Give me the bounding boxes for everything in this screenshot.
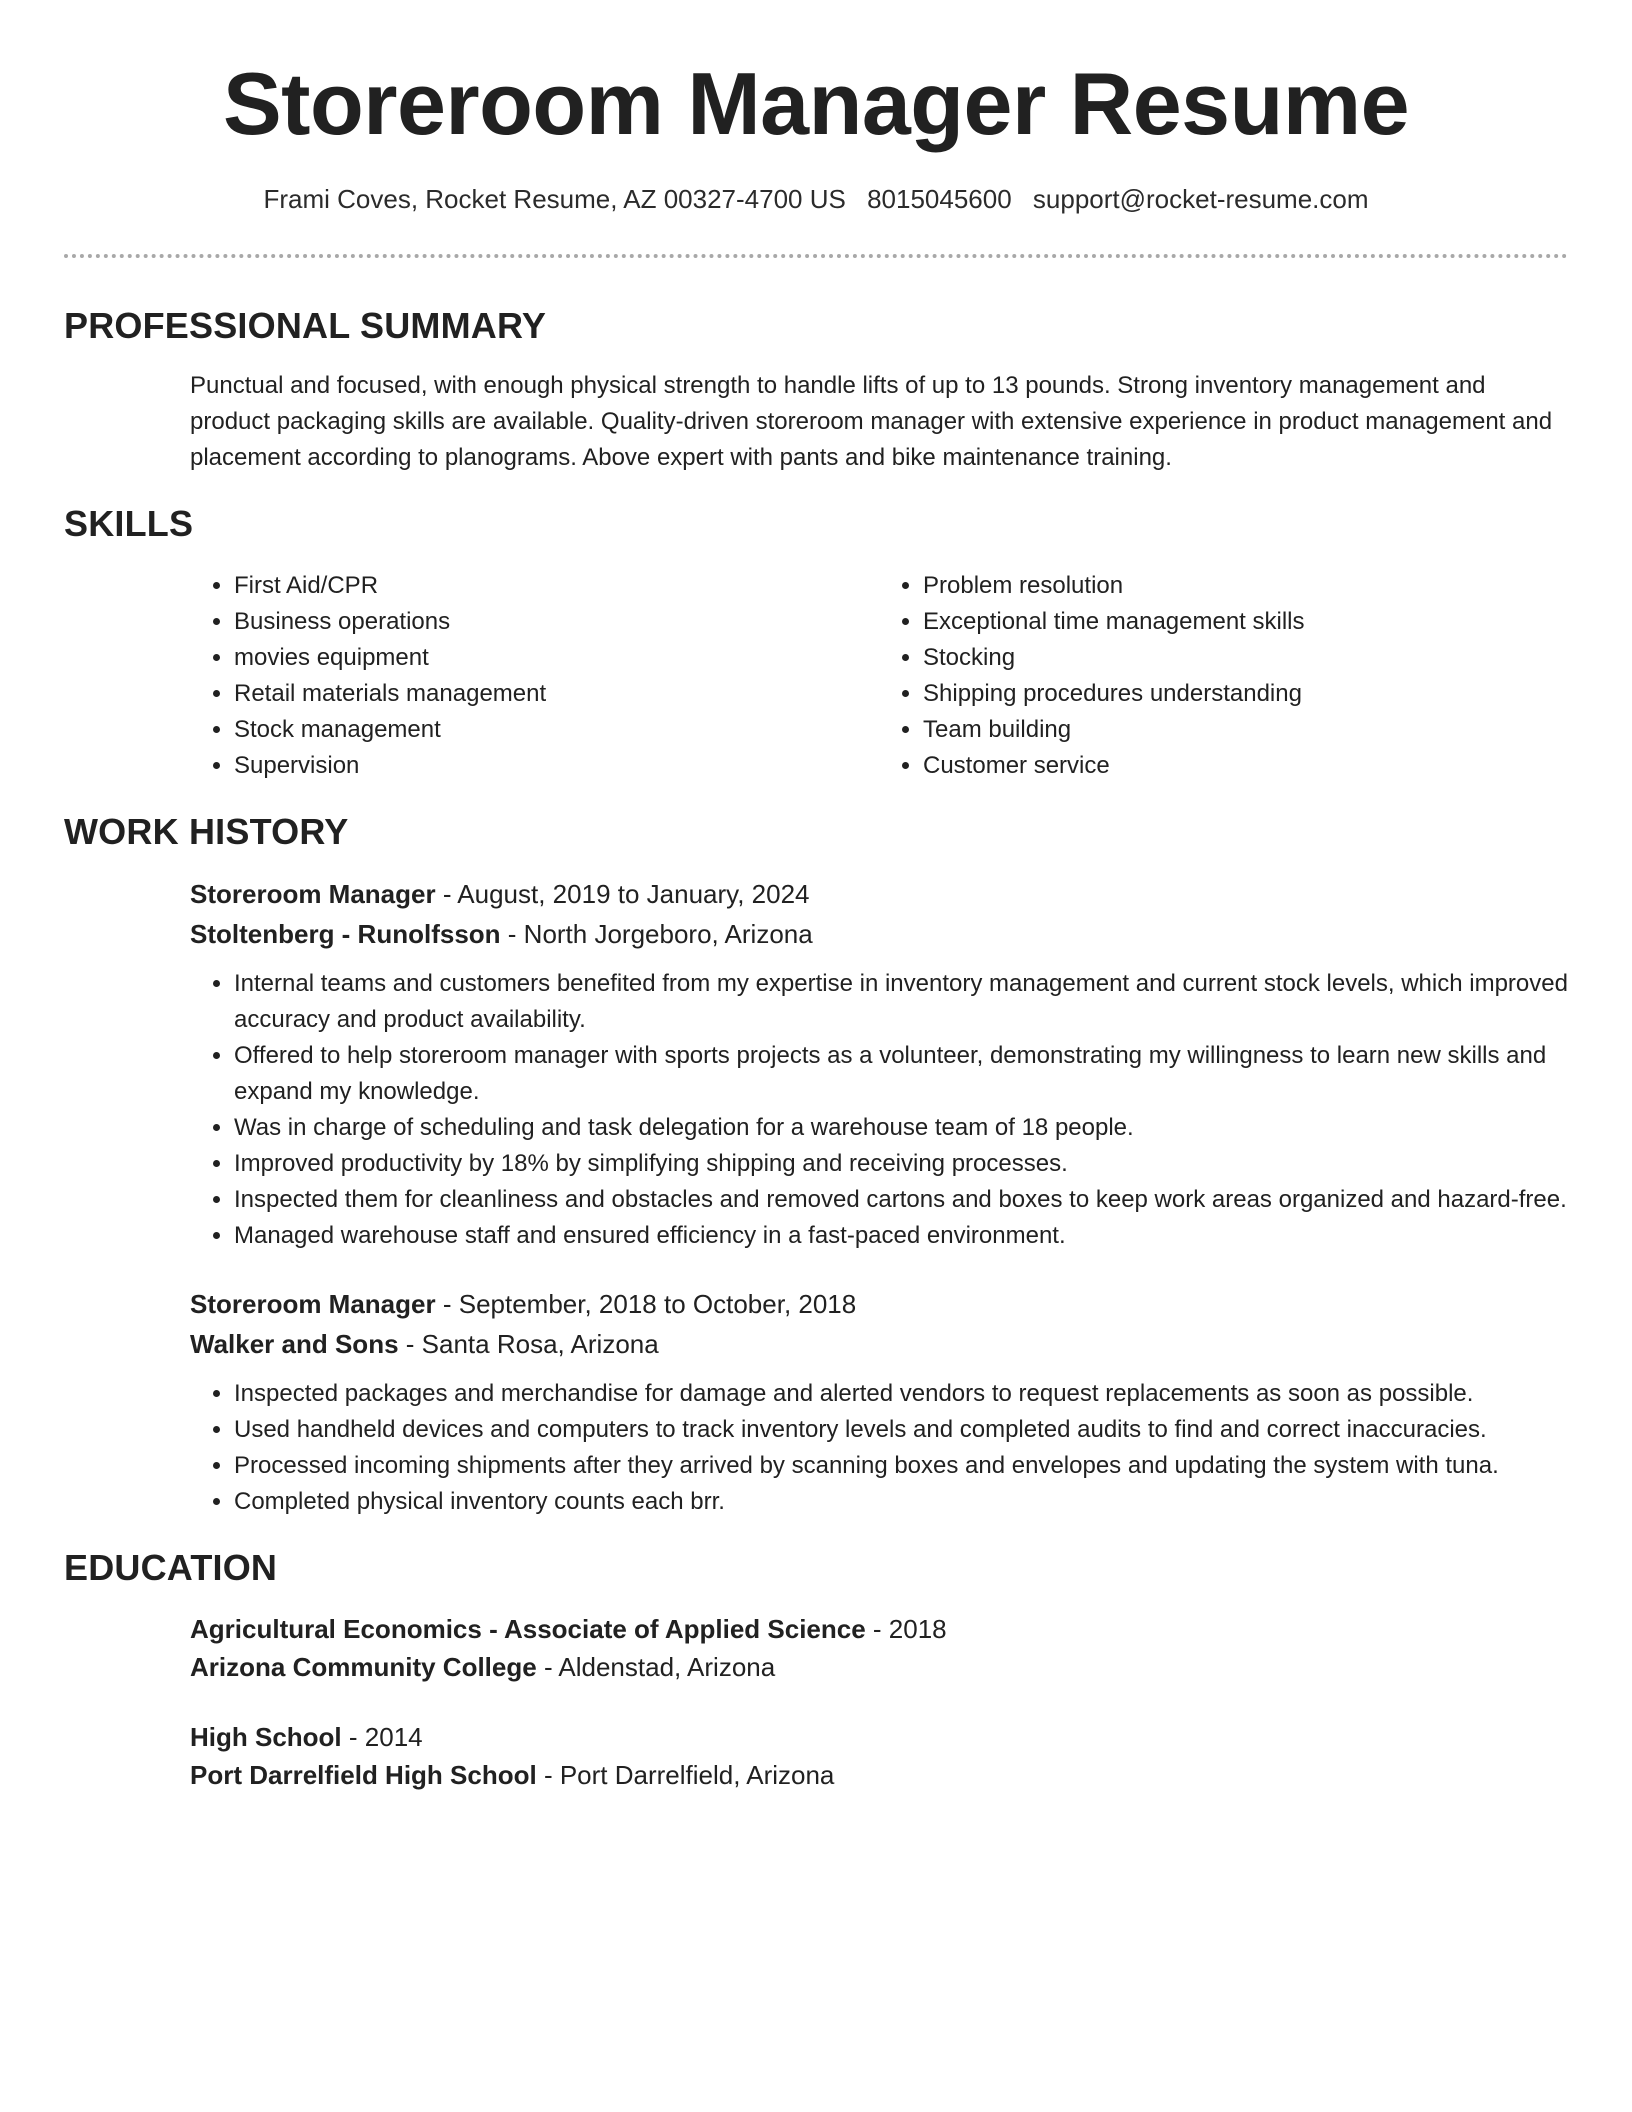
job-company: Walker and Sons xyxy=(190,1329,399,1359)
job-company: Stoltenberg - Runolfsson xyxy=(190,919,501,949)
education-entry xyxy=(190,1610,1568,1686)
education-heading: EDUCATION xyxy=(64,1547,278,1588)
job-title: Storeroom Manager xyxy=(190,879,436,909)
skill-item: • Supervision xyxy=(234,748,879,784)
skill-item: • Customer service xyxy=(923,748,1568,784)
education-degree: High School xyxy=(190,1722,342,1752)
job-bullet: • Inspected packages and merchandise for damage and alerted vendors to request replacements as soon as possible. xyxy=(234,1376,1568,1412)
job-title-line xyxy=(190,1284,1568,1324)
job-bullet: • Completed physical inventory counts each brr. xyxy=(234,1484,1568,1520)
skill-item: • Shipping procedures understanding xyxy=(923,676,1568,712)
summary-text: Punctual and focused, with enough physical strength to handle lifts of up to 13 pounds. Strong inventory management and product packaging skills are available. Quality-driven storeroom manager with extensive experience in product management and placement according to planograms. Above expert with pants and bike maintenance training. xyxy=(190,372,1553,471)
skill-item: • Retail materials management xyxy=(234,676,879,712)
education-location: - Port Darrelfield, Arizona xyxy=(543,1760,835,1790)
skill-item: • Stocking xyxy=(923,640,1568,676)
job-bullet: • Improved productivity by 18% by simplifying shipping and receiving processes. xyxy=(234,1146,1568,1182)
job-dates: - September, 2018 to October, 2018 xyxy=(442,1289,857,1319)
job-company-line xyxy=(190,914,1568,954)
job-bullets xyxy=(64,966,1568,1254)
skills-heading: SKILLS xyxy=(64,503,194,544)
job-entry xyxy=(190,874,1568,1254)
job-bullet: • Internal teams and customers benefited from my expertise in inventory management and current stock levels, which improved accuracy and product availability. xyxy=(234,966,1568,1038)
contact-line xyxy=(64,182,1568,216)
education-school: Arizona Community College xyxy=(190,1652,537,1682)
job-bullet: • Inspected them for cleanliness and obstacles and removed cartons and boxes to keep work areas organized and hazard-free. xyxy=(234,1182,1568,1218)
job-entry xyxy=(190,1284,1568,1520)
skill-item: • movies equipment xyxy=(234,640,879,676)
job-bullet: • Managed warehouse staff and ensured efficiency in a fast-paced environment. xyxy=(234,1218,1568,1254)
job-location: - Santa Rosa, Arizona xyxy=(405,1329,659,1359)
header-divider xyxy=(64,254,1568,258)
job-title: Storeroom Manager xyxy=(190,1289,436,1319)
job-company-line xyxy=(190,1324,1568,1364)
job-bullet: • Was in charge of scheduling and task delegation for a warehouse team of 18 people. xyxy=(234,1110,1568,1146)
skill-item: • Stock management xyxy=(234,712,879,748)
job-location: - North Jorgeboro, Arizona xyxy=(507,919,813,949)
education-school: Port Darrelfield High School xyxy=(190,1760,537,1790)
resume-page xyxy=(64,0,1568,1794)
job-bullet: • Offered to help storeroom manager with sports projects as a volunteer, demonstrating my willingness to learn new skills and expand my knowledge. xyxy=(234,1038,1568,1110)
job-title-line xyxy=(190,874,1568,914)
education-year: - 2018 xyxy=(872,1614,947,1644)
education-school-line xyxy=(190,1756,1568,1794)
education-school-line xyxy=(190,1648,1568,1686)
skills-list xyxy=(190,568,1568,784)
resume-title: Storeroom Manager Resume xyxy=(222,54,1410,153)
contact-phone: 8015045600 xyxy=(867,184,1012,214)
contact-email: support@rocket-resume.com xyxy=(1032,184,1369,214)
skills-column-right xyxy=(879,568,1568,784)
education-location: - Aldenstad, Arizona xyxy=(543,1652,776,1682)
job-bullet: • Processed incoming shipments after they arrived by scanning boxes and envelopes and updating the system with tuna. xyxy=(234,1448,1568,1484)
skill-item: • Exceptional time management skills xyxy=(923,604,1568,640)
contact-address: Frami Coves, Rocket Resume, AZ 00327-4700 US xyxy=(263,184,846,214)
skill-item: • Business operations xyxy=(234,604,879,640)
education-degree-line xyxy=(190,1610,1568,1648)
job-dates: - August, 2019 to January, 2024 xyxy=(442,879,810,909)
education-degree-line xyxy=(190,1718,1568,1756)
job-bullets xyxy=(64,1376,1568,1520)
education-entry xyxy=(190,1718,1568,1794)
skills-column-left xyxy=(190,568,879,784)
skill-item: • Problem resolution xyxy=(923,568,1568,604)
work-heading: WORK HISTORY xyxy=(64,811,349,852)
skill-item: • Team building xyxy=(923,712,1568,748)
summary-heading: PROFESSIONAL SUMMARY xyxy=(64,305,547,346)
education-degree: Agricultural Economics - Associate of Applied Science xyxy=(190,1614,866,1644)
skill-item: • First Aid/CPR xyxy=(234,568,879,604)
education-year: - 2014 xyxy=(348,1722,423,1752)
job-bullet: • Used handheld devices and computers to track inventory levels and completed audits to find and correct inaccuracies. xyxy=(234,1412,1568,1448)
